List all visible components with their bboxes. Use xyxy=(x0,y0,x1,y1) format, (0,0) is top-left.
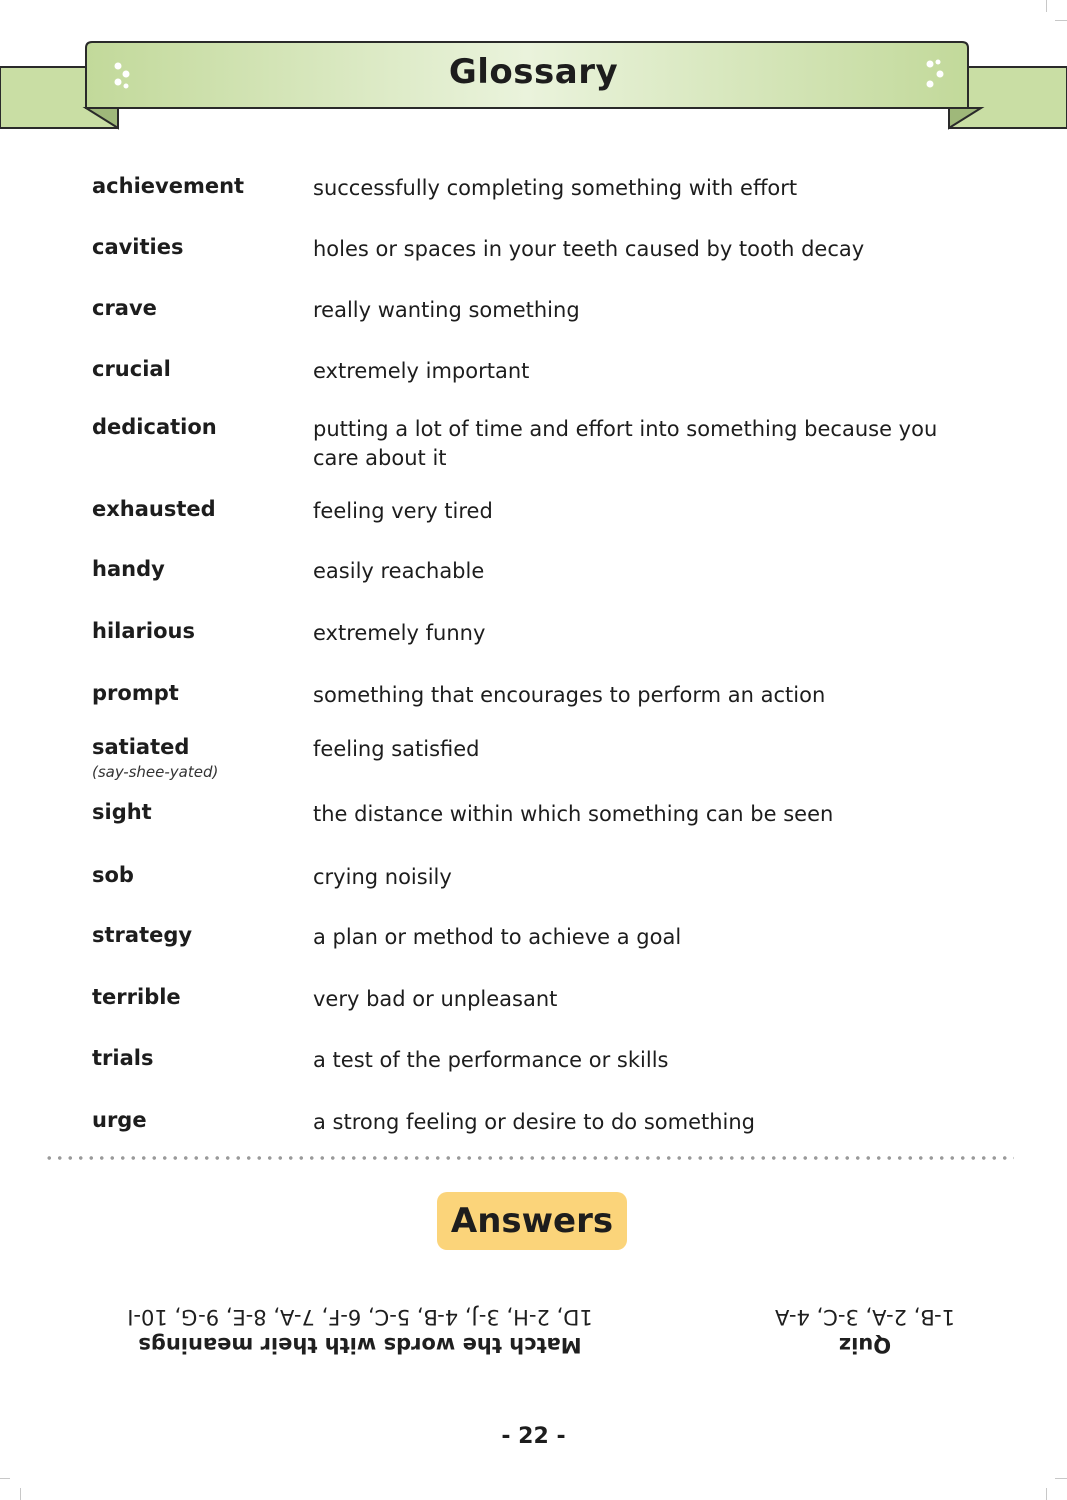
answers-quiz-text: 1-B, 2-A, 3-C, 4-A xyxy=(775,1305,955,1329)
crop-mark xyxy=(0,1478,10,1479)
glossary-definition: very bad or unpleasant xyxy=(313,987,558,1011)
glossary-definition: something that encourages to perform an action xyxy=(313,683,826,707)
glossary-term: sight xyxy=(92,800,152,824)
glossary-definition: holes or spaces in your teeth caused by tooth decay xyxy=(313,237,865,261)
crop-mark xyxy=(1055,1478,1067,1479)
answers-match xyxy=(90,1303,630,1359)
answers-label: Answers xyxy=(437,1192,627,1250)
glossary-term: exhausted xyxy=(92,497,216,521)
page-title: Glossary xyxy=(448,52,619,92)
answers-quiz xyxy=(755,1303,975,1359)
glossary-term: prompt xyxy=(92,681,179,705)
glossary-term: crave xyxy=(92,296,157,320)
page-number: - 22 - xyxy=(501,1424,566,1449)
glossary-definition: a test of the performance or skills xyxy=(313,1048,669,1072)
glossary-definition: feeling very tired xyxy=(313,499,493,523)
glossary-term: hilarious xyxy=(92,619,195,643)
glossary-definition: putting a lot of time and effort into something because you care about it xyxy=(313,417,938,470)
glossary-definition: a plan or method to achieve a goal xyxy=(313,925,682,949)
glossary-term: handy xyxy=(92,557,165,581)
glossary-definition: the distance within which something can be seen xyxy=(313,802,834,826)
crop-mark xyxy=(20,1488,21,1500)
glossary-definition: crying noisily xyxy=(313,865,452,889)
glossary-term: achievement xyxy=(92,174,245,198)
glossary-term: cavities xyxy=(92,235,184,259)
glossary-banner xyxy=(0,0,1067,140)
glossary-definition: successfully completing something with effort xyxy=(313,176,798,200)
glossary-definition: extremely funny xyxy=(313,621,486,645)
glossary-definition: feeling satisfied xyxy=(313,737,480,761)
glossary-term: dedication xyxy=(92,415,217,439)
crop-mark xyxy=(1046,0,1047,12)
glossary-definition: extremely important xyxy=(313,359,530,383)
glossary-term: crucial xyxy=(92,357,171,381)
glossary-definition: a strong feeling or desire to do something xyxy=(313,1110,756,1134)
glossary-term: sob xyxy=(92,863,134,887)
glossary-term: strategy xyxy=(92,923,193,947)
answers-quiz-heading: Quiz xyxy=(838,1333,892,1357)
glossary-definition: really wanting something xyxy=(313,298,580,322)
crop-mark xyxy=(1055,20,1067,21)
glossary-term xyxy=(92,735,302,781)
glossary-term-word: satiated xyxy=(92,735,190,759)
crop-mark xyxy=(1046,1488,1047,1500)
answers-match-heading: Match the words with their meanings xyxy=(138,1333,582,1357)
pronunciation-note: (say-shee-yated) xyxy=(92,763,219,781)
answers-match-text: 1D, 2-H, 3-J, 4-B, 5-C, 6-F, 7-A, 8-E, 9-G, 10-I xyxy=(127,1305,593,1329)
glossary-term: terrible xyxy=(92,985,181,1009)
glossary-term: urge xyxy=(92,1108,147,1132)
dotted-divider xyxy=(44,1155,1014,1161)
glossary-definition: easily reachable xyxy=(313,559,485,583)
glossary-term: trials xyxy=(92,1046,154,1070)
